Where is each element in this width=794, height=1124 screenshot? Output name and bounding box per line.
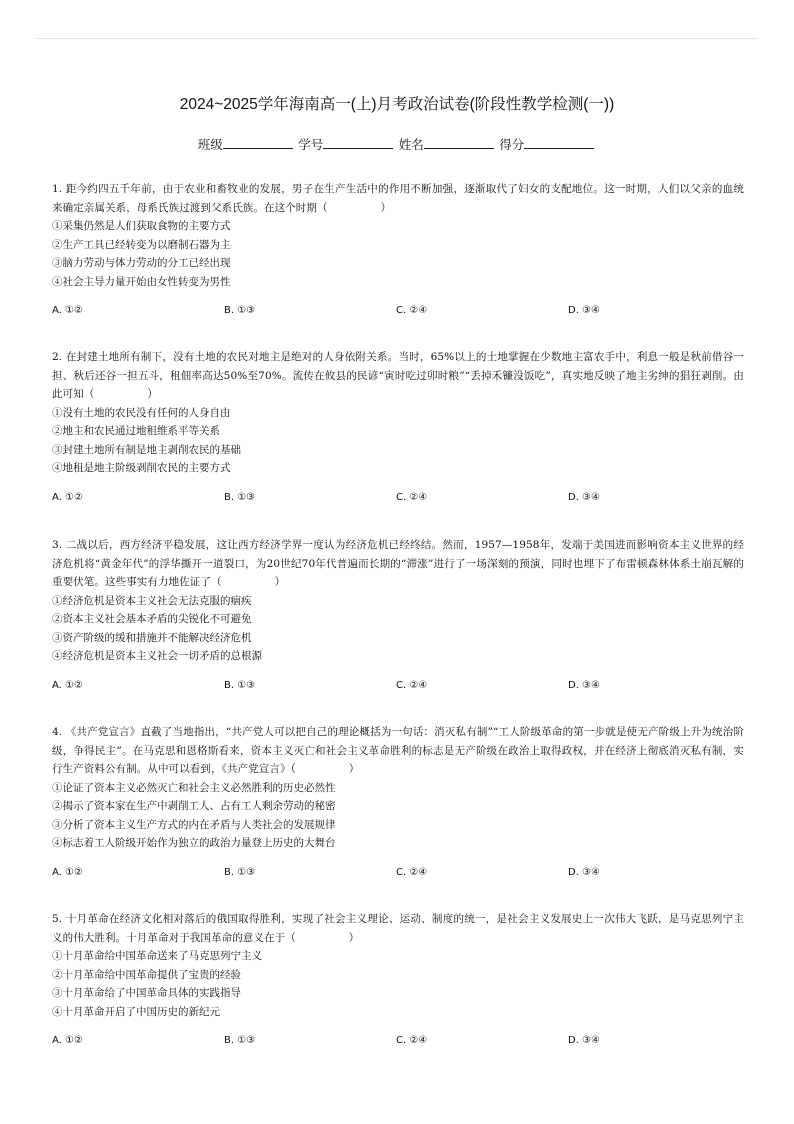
- statement-2: ②十月革命给中国革命提供了宝贵的经验: [52, 968, 241, 981]
- statement-3: ③封建土地所有制是地主剥削农民的基础: [52, 443, 241, 456]
- score-label: 得分: [499, 138, 525, 152]
- answer-choices: [52, 1033, 744, 1049]
- answer-choice-a[interactable]: A. ①②: [52, 866, 83, 878]
- question-5: [52, 910, 744, 1049]
- statement-2: ②地主和农民通过地租维系平等关系: [52, 425, 220, 437]
- answer-choice-d[interactable]: D. ③④: [568, 1035, 600, 1046]
- answer-choice-b[interactable]: B. ①③: [224, 491, 256, 503]
- statement-4: ④社会主导力量开始由女性转变为男性: [52, 275, 231, 288]
- answer-choices: [52, 678, 744, 694]
- statement-1: ①论证了资本主义必然灭亡和社会主义必然胜利的历史必然性: [52, 781, 336, 794]
- statement-4: ④标志着工人阶级开始作为独立的政治力量登上历史的大舞台: [52, 837, 336, 849]
- statement-1: ①十月革命给中国革命送来了马克思列宁主义: [52, 950, 262, 962]
- statement-2: ②资本主义社会基本矛盾的尖锐化不可避免: [52, 613, 252, 625]
- answer-choices: [52, 490, 744, 506]
- score-blank[interactable]: [524, 136, 594, 149]
- answer-choice-d[interactable]: D. ③④: [568, 679, 600, 691]
- answer-choice-d[interactable]: D. ③④: [568, 491, 600, 503]
- question-2: [52, 348, 744, 506]
- question-4: [52, 723, 744, 881]
- student-info-line: [0, 135, 794, 153]
- question-stem: 5. 十月革命在经济文化相对落后的俄国取得胜利，实现了社会主义理论、运动、制度的统一，是社会主义发展史上一次伟大飞跃，是马克思列宁主义的伟大胜利。十月革命对于我国革命的意义在于（ ）: [52, 913, 744, 944]
- answer-choice-a[interactable]: A. ①②: [52, 491, 83, 503]
- student-id-label: 学号: [298, 138, 324, 152]
- name-label: 姓名: [398, 138, 424, 152]
- statement-4: ④经济危机是资本主义社会一切矛盾的总根源: [52, 650, 262, 662]
- question-1: [52, 180, 744, 319]
- statement-4: ④十月革命开启了中国历史的新纪元: [52, 1005, 220, 1018]
- answer-choice-c[interactable]: C. ②④: [396, 679, 428, 691]
- answer-choice-c[interactable]: C. ②④: [396, 305, 428, 316]
- class-label: 班级: [197, 138, 223, 152]
- question-stem: 4. 《共产党宣言》直截了当地指出，“共产党人可以把自己的理论概括为一句话：消灭私有制”“工人阶级革命的第一步就是使无产阶级上升为统治阶级，争得民主”。在马克思和恩格斯看来，资本主义灭亡和社会主义革命胜利的标志是无产阶级在政治上取得政权，并在经济上彻底消灭私有制，实行生产资料公有制。从中可以看到，《共产党宣言》（ ）: [52, 726, 744, 775]
- answer-choices: [52, 303, 744, 319]
- answer-choice-a[interactable]: A. ①②: [52, 679, 83, 691]
- answer-choice-b[interactable]: B. ①③: [224, 866, 256, 878]
- answer-choice-a[interactable]: A. ①②: [52, 305, 83, 316]
- page-top-divider: [36, 38, 758, 39]
- answer-choice-c[interactable]: C. ②④: [396, 1035, 428, 1046]
- class-blank[interactable]: [223, 136, 293, 149]
- answer-choice-c[interactable]: C. ②④: [396, 866, 428, 878]
- answer-choice-c[interactable]: C. ②④: [396, 491, 428, 503]
- statement-1: ①经济危机是资本主义社会无法克服的痼疾: [52, 594, 252, 607]
- question-stem: 1. 距今约四五千年前，由于农业和畜牧业的发展，男子在生产生活中的作用不断加强，逐渐取代了妇女的支配地位。这一时期，人们以父亲的血统来确定亲属关系，母系氏族过渡到父系氏族。在这个时期（ ）: [52, 183, 744, 214]
- statement-3: ③十月革命给了中国革命具体的实践指导: [52, 987, 241, 999]
- answer-choice-b[interactable]: B. ①③: [224, 1035, 256, 1046]
- question-3: [52, 536, 744, 694]
- statement-2: ②揭示了资本家在生产中剥削工人、占有工人剩余劳动的秘密: [52, 800, 336, 812]
- name-blank[interactable]: [424, 136, 494, 149]
- exam-title: 2024~2025学年海南高一(上)月考政治试卷(阶段性教学检测(一)): [179, 96, 615, 113]
- answer-choice-a[interactable]: A. ①②: [52, 1035, 83, 1046]
- statement-2: ②生产工具已经转变为以磨制石器为主: [52, 238, 231, 251]
- answer-choice-d[interactable]: D. ③④: [568, 866, 600, 878]
- student-id-blank[interactable]: [323, 136, 393, 149]
- statement-1: ①采集仍然是人们获取食物的主要方式: [52, 220, 231, 232]
- answer-choice-b[interactable]: B. ①③: [224, 679, 256, 691]
- statement-3: ③脑力劳动与体力劳动的分工已经出现: [52, 257, 231, 269]
- answer-choice-b[interactable]: B. ①③: [224, 305, 256, 316]
- statement-3: ③分析了资本主义生产方式的内在矛盾与人类社会的发展规律: [52, 818, 336, 831]
- question-stem: 3. 二战以后，西方经济平稳发展，这让西方经济学界一度认为经济危机已经终结。然而，1957—1958年，发端于美国进而影响资本主义世界的经济危机将“黄金年代”的浮华撕开一道裂口，为20世纪70年代普遍而长期的“滞涨”进行了一场深刻的预演，同时也埋下了布雷顿森林体系土崩瓦解的重要伏笔。这些事实有力地佐证了（ ）: [52, 539, 744, 588]
- statement-4: ④地租是地主阶级剥削农民的主要方式: [52, 462, 231, 474]
- statement-3: ③资产阶级的缓和措施并不能解决经济危机: [52, 631, 252, 644]
- statement-1: ①没有土地的农民没有任何的人身自由: [52, 406, 231, 419]
- answer-choices: [52, 865, 744, 881]
- question-stem: 2. 在封建土地所有制下，没有土地的农民对地主是绝对的人身依附关系。当时，65%以上的土地掌握在少数地主富农手中，利息一般是秋前借谷一担、秋后还谷一担五斗，租佃率高达50%至70%。流传在攸县的民谚“寅时吃过卯时粮”“丢掉禾镰没饭吃”，真实地反映了地主劣绅的猖狂剥削。由此可知（ ）: [52, 351, 744, 400]
- answer-choice-d[interactable]: D. ③④: [568, 305, 600, 316]
